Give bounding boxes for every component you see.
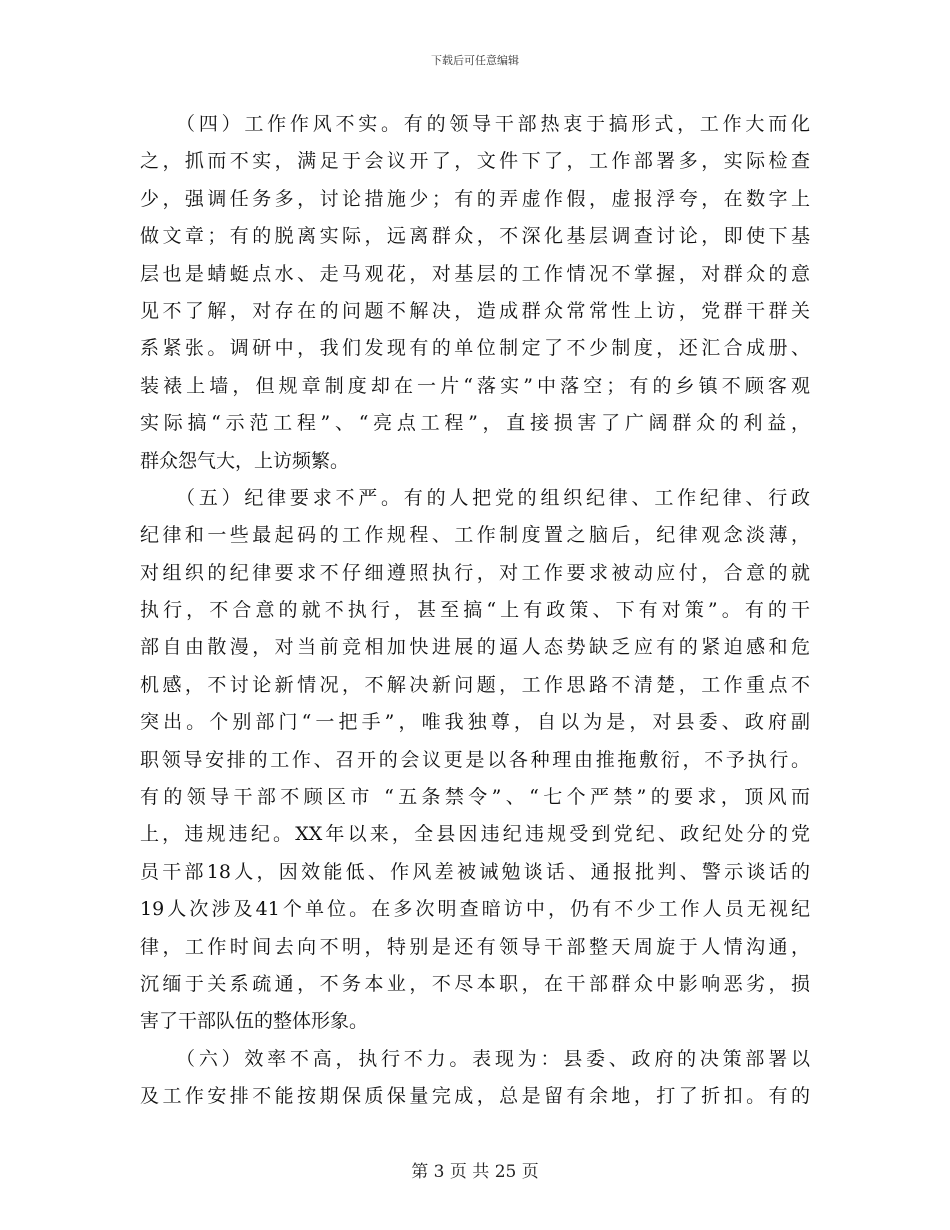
text-line: 机感，不讨论新情况，不解决新问题，工作思路不清楚，工作重点不 bbox=[140, 673, 810, 696]
text-line: 上，违规违纪。XX年以来，全县因违纪违规受到党纪、政纪处分的党 bbox=[140, 823, 810, 846]
text-line: 突出。个别部门“一把手”，唯我独尊，自以为是，对县委、政府副 bbox=[140, 711, 810, 734]
text-line: 做文章；有的脱离实际，远离群众，不深化基层调查讨论，即使下基 bbox=[140, 225, 810, 248]
text-line: 19人次涉及41个单位。在多次明查暗访中，仍有不少工作人员无视纪 bbox=[140, 898, 810, 921]
text-line: 群众怨气大，上访频繁。 bbox=[140, 449, 350, 472]
text-line: （五）纪律要求不严。有的人把党的组织纪律、工作纪律、行政 bbox=[140, 486, 810, 509]
text-line: 律，工作时间去向不明，特别是还有领导干部整天周旋于人情沟通， bbox=[140, 935, 810, 958]
text-line: 执行，不合意的就不执行，甚至搞“上有政策、下有对策”。有的干 bbox=[140, 599, 810, 622]
text-line: 系紧张。调研中，我们发现有的单位制定了不少制度，还汇合成册、 bbox=[140, 337, 810, 360]
text-line: 见不了解，对存在的问题不解决，造成群众常常性上访，党群干群关 bbox=[140, 299, 810, 322]
text-line: 有的领导干部不顾区市 “五条禁令”、“七个严禁”的要求，顶风而 bbox=[140, 786, 810, 809]
text-line: 层也是蜻蜓点水、走马观花，对基层的工作情况不掌握，对群众的意 bbox=[140, 262, 810, 285]
text-line: 少，强调任务多，讨论措施少；有的弄虚作假，虚报浮夸，在数字上 bbox=[140, 187, 810, 210]
text-line: （六）效率不高，执行不力。表现为：县委、政府的决策部署以 bbox=[140, 1047, 810, 1070]
text-line: 纪律和一些最起码的工作规程、工作制度置之脑后，纪律观念淡薄， bbox=[140, 524, 810, 547]
text-line: 实际搞“示范工程”、“亮点工程”，直接损害了广阔群众的利益， bbox=[140, 412, 810, 435]
text-line: 沉缅于关系疏通，不务本业，不尽本职，在干部群众中影响恶劣，损 bbox=[140, 972, 810, 995]
document-body bbox=[140, 106, 810, 1116]
page-header: 下载后可任意编辑 bbox=[431, 54, 519, 67]
text-line: （四）工作作风不实。有的领导干部热衷于搞形式，工作大而化 bbox=[140, 113, 810, 135]
text-line: 及工作安排不能按期保质保量完成，总是留有余地，打了折扣。有的 bbox=[140, 1085, 810, 1108]
text-line: 部自由散漫，对当前竞相加快进展的逼人态势缺乏应有的紧迫感和危 bbox=[140, 636, 810, 659]
text-line: 职领导安排的工作、召开的会议更是以各种理由推拖敷衍，不予执行。 bbox=[140, 748, 810, 771]
text-line: 害了干部队伍的整体形象。 bbox=[140, 1010, 369, 1033]
text-line: 装裱上墙，但规章制度却在一片“落实”中落空；有的乡镇不顾客观 bbox=[140, 374, 810, 397]
page-footer: 第 3 页 共 25 页 bbox=[411, 1162, 539, 1182]
text-line: 员干部18人，因效能低、作风差被诫勉谈话、通报批判、警示谈话的 bbox=[140, 860, 810, 883]
text-line: 对组织的纪律要求不仔细遵照执行，对工作要求被动应付，合意的就 bbox=[140, 561, 810, 584]
text-line: 之，抓而不实，满足于会议开了，文件下了，工作部署多，实际检查 bbox=[140, 150, 810, 173]
